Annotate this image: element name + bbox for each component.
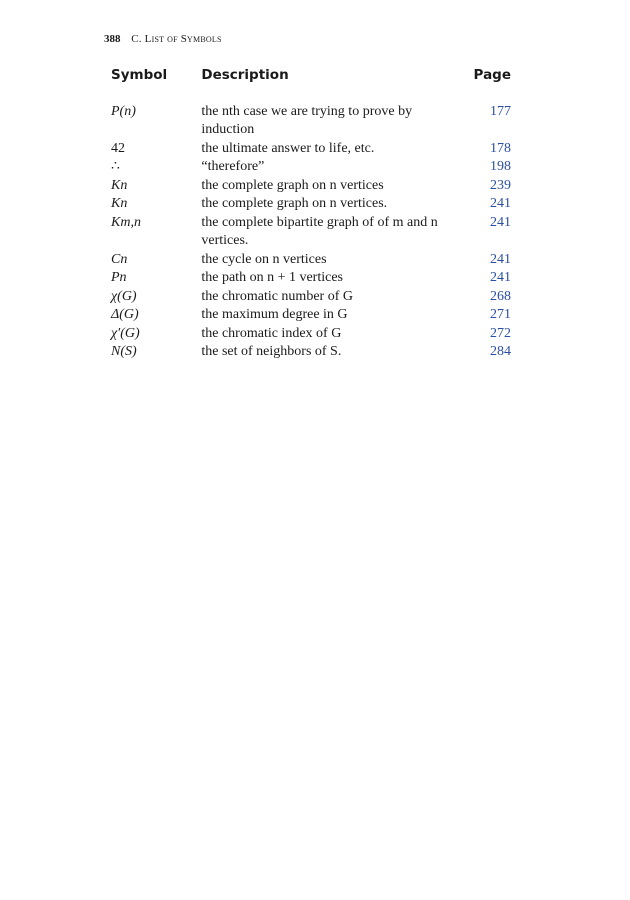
symbol-cell [111, 140, 201, 159]
symbol: Pn [111, 270, 127, 285]
page-cell [471, 177, 511, 196]
symbol: Δ(G) [111, 307, 139, 322]
description-cell: “therefore” [201, 159, 265, 174]
symbol: χ′(G) [111, 325, 140, 341]
table-row [111, 269, 511, 288]
page-cell [471, 214, 511, 251]
symbol: χ(G) [111, 288, 137, 304]
symbol: Cn [111, 251, 128, 267]
symbol: ∴ [111, 159, 120, 174]
page-link[interactable]: 268 [490, 288, 511, 304]
header-description: Description [201, 67, 289, 83]
symbol-cell [111, 195, 201, 214]
symbol-cell [111, 177, 201, 196]
description-cell: the cycle on n vertices [201, 251, 327, 267]
table-row [111, 288, 511, 307]
description-cell: the chromatic number of G [201, 288, 353, 304]
table-row [111, 214, 511, 251]
description-cell: the chromatic index of G [201, 325, 342, 341]
page-cell [471, 195, 511, 214]
symbol-table [111, 66, 511, 362]
description-cell: the ultimate answer to life, etc. [201, 140, 375, 156]
description-cell: the nth case we are trying to prove by induction [201, 103, 413, 137]
description-cell: the complete bipartite graph of of m and n vertices. [201, 214, 438, 248]
symbol-cell [111, 343, 201, 362]
symbol-cell [111, 288, 201, 307]
description-cell: the complete graph on n vertices. [201, 196, 388, 211]
table-row [111, 158, 511, 177]
page-link[interactable]: 271 [490, 307, 511, 322]
page-link[interactable]: 198 [490, 159, 511, 174]
page-cell [471, 343, 511, 362]
page-link[interactable]: 272 [490, 325, 511, 341]
page-cell [471, 306, 511, 325]
symbol-cell [111, 251, 201, 270]
header-page: Page [473, 67, 511, 83]
page-cell [471, 251, 511, 270]
page-cell [471, 140, 511, 159]
symbol: 42 [111, 140, 125, 156]
table-row [111, 140, 511, 159]
symbol: Km,n [111, 214, 141, 230]
page-link[interactable]: 241 [490, 270, 511, 285]
table-row [111, 325, 511, 344]
description-cell: the maximum degree in G [201, 307, 348, 322]
page-number: 388 [104, 33, 121, 45]
symbol-cell [111, 306, 201, 325]
table-row [111, 195, 511, 214]
symbol: Kn [111, 196, 128, 211]
symbol: N(S) [111, 344, 137, 359]
symbol-cell [111, 103, 201, 140]
table-row [111, 177, 511, 196]
symbol: Kn [111, 177, 128, 193]
table-header-row [111, 66, 511, 103]
page-link[interactable]: 284 [490, 344, 511, 359]
running-head [104, 33, 222, 45]
symbol-cell [111, 325, 201, 344]
page-link[interactable]: 241 [490, 196, 511, 211]
symbol-cell [111, 269, 201, 288]
chapter-heading: C. List of Symbols [131, 33, 222, 45]
page-cell [471, 158, 511, 177]
page-link[interactable]: 239 [490, 177, 511, 193]
page-link[interactable]: 241 [490, 214, 511, 230]
header-symbol: Symbol [111, 67, 168, 83]
page-cell [471, 269, 511, 288]
page-link[interactable]: 177 [490, 103, 511, 119]
description-cell: the set of neighbors of S. [201, 344, 342, 359]
page-cell [471, 288, 511, 307]
symbol: P(n) [111, 103, 136, 119]
table-row [111, 251, 511, 270]
table-row [111, 306, 511, 325]
page-cell [471, 103, 511, 140]
symbol-cell [111, 214, 201, 251]
symbol-cell [111, 158, 201, 177]
page-cell [471, 325, 511, 344]
table-row [111, 103, 511, 140]
page-link[interactable]: 241 [490, 251, 511, 267]
description-cell: the path on n + 1 vertices [201, 270, 343, 285]
description-cell: the complete graph on n vertices [201, 177, 384, 193]
table-row [111, 343, 511, 362]
page-link[interactable]: 178 [490, 140, 511, 156]
